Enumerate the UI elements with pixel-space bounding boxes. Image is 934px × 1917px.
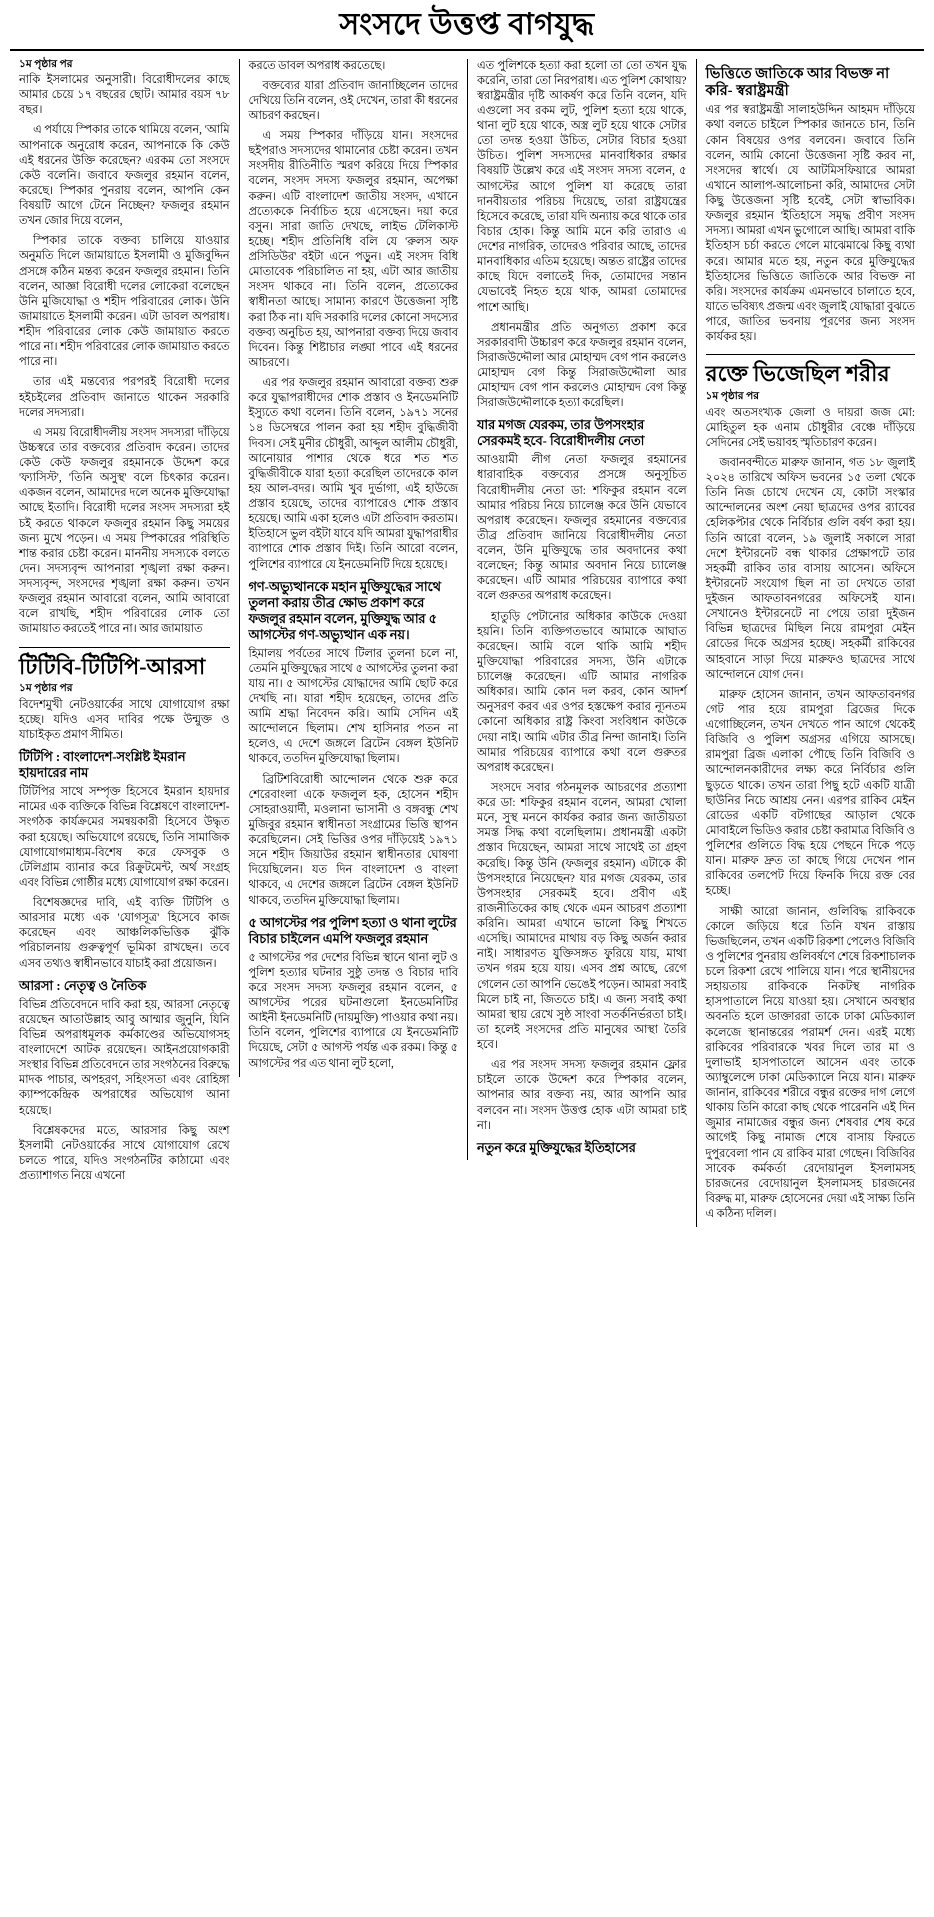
paragraph: বিদেশমুখী নেটওয়ার্কের সাথে যোগাযোগ রক্ষা হচ্ছে। যদিও এসব দাবির পক্ষে উন্মুক্ত ও যাচাইকৃত প্রমাণ সীমিত। <box>19 698 230 742</box>
column-4 <box>696 59 925 1228</box>
paragraph: এ সময় স্পিকার দাঁড়িয়ে যান। সংসদের ছইপরাও সদস্যদের থামানোর চেষ্টা করেন। তখন সংসদীয় রীতিনীতি স্মরণ করিয়ে দিয়ে স্পিকার বলেন, সংসদ সদস্য ফজলুর রহমান, অপেক্ষা করুন। এটি বাংলাদেশ জাতীয় সংসদ, এখানে প্রত্যেককে নির্বাচিত হয়ে এসেছেন। দয়া করে বসুন। সারা জাতি দেখছে, লাইভ টেলিকাস্ট হচ্ছে। শহীদ প্রতিনিধি বলি যে 'রুলস অফ প্রসিডিউর' বইটা এনে পড়ুন। এই সংসদ বিধি মোতাবেক পরিচালিত না হয়, এটা আর জাতীয় সংসদ থাকবে না। তিনি বলেন, প্রত্যেকের স্বাধীনতা আছে। সামান্য কারণে উত্তেজনা সৃষ্টি করা ঠিক না। যদি সরকারি দলের কোনো সদস্যের বক্তব্য অনুচিত হয়, আপনারা বক্তব্য দিয়ে জবাব দিবেন। কিন্তু শিষ্টাচার লঙ্ঘা পাবে এই ধরনের আচরণে। <box>248 130 458 369</box>
continuation-kicker: ১ম পৃষ্ঠার পর <box>19 683 73 695</box>
masthead <box>10 8 924 51</box>
column-2 <box>239 59 468 1077</box>
paragraph: টিটিপির সাথে সম্পৃক্ত হিসেবে ইমরান হায়দার নামের এক ব্যক্তিকে বিভিন্ন বিশ্লেষণে বাংলাদেশ-সংগঠক কার্যক্রমের সমন্বয়কারী হিসেবে উদ্ধৃত করা হয়েছে। অভিযোগে রয়েছে, তিনি সামাজিক যোগাযোগমাধ্যম-বিশেষ করে ফেসবুক ও টেলিগ্রাম ব্যানার করে রিক্রুটমেন্ট, অর্থ সংগ্রহ এবং বিভিন্ন গোষ্ঠীর মধ্যে যোগাযোগ রক্ষা করেন। <box>19 786 230 889</box>
subheading: নতুন করে মুক্তিযুদ্ধের ইতিহাসের <box>477 1140 636 1155</box>
paragraph: বিশেষজ্ঞদের দাবি, এই ব্যক্তি টিটিপি ও আরসার মধ্যে এক 'যোগসূত্র' হিসেবে কাজ করেছেন এবং আঞ্চলিকভিত্তিক ঝুঁকি পরিচালনায় গুরুত্বপূর্ণ ভূমিকা রাখছেন। তবে এসব তথ্যও স্বাধীনভাবে যাচাই করা প্রয়োজন। <box>19 897 230 970</box>
paragraph: এর পর সংসদ সদস্য ফজলুর রহমান ফ্লোর চাইলে তাকে উদ্দেশ করে স্পিকার বলেন, আপনার আর বক্তব্য নয়, আর আপনি আর বলবেন না। সংসদ উত্তপ্ত হোক এটা আমরা চাই না। <box>477 1059 687 1132</box>
subheading: আরসা : নেতৃত্ব ও নৈতিক <box>19 978 147 993</box>
paragraph: স্পিকার তাকে বক্তব্য চালিয়ে যাওয়ার অনুমতি দিলে জামায়াতে ইসলামী ও মুজিবুদ্দিন প্রসঙ্গে কঠিন মন্তব্য করেন ফজলুর রহমান। তিনি বলেন, আজ্ঞা বিরোধী দলের লোকেরা বলেছেন উনি মুজিযোদ্ধা ও শহীদ পরিবারের লোক। উনি জামায়াতে ইসলামী করেন। এটা ডাবল অপরাধ। শহীদ পরিবারের লোক কেউ জামায়াত করতে পারে না। শহীদ পরিবারের লোক জামায়াত করতে পারে না। <box>19 235 230 369</box>
paragraph: বিভিন্ন প্রতিবেদনে দাবি করা হয়, আরসা নেতৃত্বে রয়েছেন আতাউল্লাহ আবু আম্মার জুনুনি, যিনি বিভিন্ন অপরাধমূলক কর্মকাণ্ডের অভিযোগসহ বাংলাদেশে আটক রয়েছেন। আইনপ্রয়োগকারী সংস্থার বিভিন্ন প্রতিবেদনে তার সংগঠনের বিরুদ্ধে মাদক পাচার, অপহরণ, সহিংসতা এবং রোহিঙ্গা ক্যাম্পকেন্দ্রিক অপরাধের অভিযোগ আনা হয়েছে। <box>19 998 230 1117</box>
column-1 <box>10 59 239 1190</box>
paragraph: এত পুলিশকে হত্যা করা হলো তা তো তখন যুদ্ধ করেনি, তারা তো নিরপরাধ। এত পুলিশ কোথায়? স্বরাষ্ট্রমন্ত্রীর দৃষ্টি আকর্ষণ করে তিনি বলেন, যদি এগুলো সব রকম লুট, পুলিশ হত্যা হয়ে থাকে, থানা লুট হয়ে থাকে, অস্ত্র লুট হয়ে থাকে সেটার তো তদন্ত হওয়া উচিত, সেটার বিচার হওয়া উচিত। পুলিশ সদস্যদের মানবাধিকার রক্ষার বিষয়টি উল্লেখ করে এই সংসদ সদস্য বলেন, ৫ আগস্টের আগে পুলিশ যা করেছে তারা দানবীয়তার পরিচয় দিয়েছে, তারা রাষ্ট্রযন্ত্রের হিসেবে করেছে, তারা যদি অন্যায় করে থাকে তার বিচার হোক। কিন্তু আমি মনে করি তারাও এ দেশের নাগরিক, তাদেরও পরিবার আছে, তাদের মানবাধিকার এতিম হয়েছে। অন্তত রাষ্ট্রের তাদের কাছে যিদে বলাতেই দিক, তোমাদের সন্তান যেভাবেই নিহত হয়ে থাক, আমরা তোমাদের পাশে আছি। <box>477 59 687 314</box>
subheading: যার মগজ যেরকম, তার উপসংহার সেরকমই হবে- বিরোধীদলীয় নেতা <box>477 418 645 449</box>
paragraph: আওয়ামী লীগ নেতা ফজলুর রহমানের ধারাবাহিক বক্তব্যের প্রসঙ্গে অনুসূচিত বিরোধীদলীয় নেতা ডা: শফিকুর রহমান বলে আমার পরিচয় নিয়ে চ্যালেঞ্জ করে উনি যেভাবে অপরাধ করেছেন। ফজলুর রহমানের বক্তব্যের তীব্র প্রতিবাদ জানিয়ে বিরোধীদলীয় নেতা বলেন, উনি মুক্তিযুদ্ধে তার অবদানের কথা বলেছেন; কিন্তু আমার অবদান নিয়ে চ্যালেঞ্জ করেছেন। এটি আমার পরিচয়ের ব্যাপারে কথা বলে গুরুতর অপরাধ করেছেন। <box>477 454 687 603</box>
paragraph: এর পর স্বরাষ্ট্রমন্ত্রী সালাহউদ্দিন আহমদ দাঁড়িয়ে কথা বলতে চাইলে স্পিকার জানতে চান, তিনি কোন বিষয়ের ওপর বলবেন। জবাবে তিনি বলেন, আমি কোনো উত্তেজনা সৃষ্টি করব না, সংসদের স্বার্থে। যে আটমিসফিয়ারে আমরা এখানে আলাপ-আলোচনা করি, আমাদের সেটা কিছু উত্তেজনা সৃষ্টি হবেই, সেটা স্বাভাবিক। ফজলুর রহমান 'ইতিহাসে সমৃদ্ধ প্রবীণ সংসদ সদস্য। আমরা এখন ভুগোলে আছি। আমরা বাকি ইতিহাস চর্চা করতে গেলে মাঝেমাঝে কিছু ব্যথা করে। আমার মতে হয়, নতুন করে মুক্তিযুদ্ধের ইতিহাসের ভিত্তিতে জাতিকে আর বিভক্ত না করি। সংসদের কার্যক্রম এমনভাবে চালাতে হবে, যাতে ভবিষ্যৎ প্রজন্ম এবং জুলাই যোদ্ধারা বুঝতে পারে, জাতির ভবনায় পূরণের জন্য সংসদ কার্যকর হয়। <box>705 104 915 344</box>
paragraph: তার এই মন্তব্যের পরপরই বিরোধী দলের হইচইলের প্রতিবাদ জানাতে থাকেন সরকারি দলের সদস্যরা। <box>19 376 230 419</box>
paragraph: বিশ্লেষকদের মতে, আরসার কিছু অংশ ইসলামী নেটওয়ার্কের সাথে যোগাযোগ রেখে চলতে পারে, যদিও সংগঠনটির কাঠামো এবং প্রত্যাশাগত নিয়ে এখনো <box>19 1124 230 1183</box>
paragraph: ব্রিটিশবিরোধী আন্দোলন থেকে শুরু করে শেরেবাংলা একে ফজলুল হক, হোসেন শহীদ সোহরাওয়ার্দী, মওলানা ভাসানী ও বঙ্গবন্ধু শেখ মুজিবুর রহমান স্বাধীনতা সংগ্রামের ভিত্তি স্থাপন করেছিলেন। সেই ভিত্তির ওপর দাঁড়িয়েই ১৯৭১ সনে শহীদ জিয়াউর রহমান স্বাধীনতার ঘোষণা দিয়েছিলেন। যত দিন বাংলাদেশ ও বাংলা থাকবে, এ দেশের জঙ্গলে ব্রিটেন বেঙ্গল ইউনিট থাকবে, ততদিন মুক্তিযোদ্ধা ছিলাম। <box>248 773 458 907</box>
column-3 <box>467 59 696 1160</box>
paragraph: মারুফ হোসেন জানান, তখন আফতাবনগর গেট পার হয়ে রামপুরা ব্রিজের দিকে এগোচ্ছিলেন, তখন দেখতে পান আগে থেকেই বিজিবি ও পুলিশ অগ্রসর এগিয়ে আসছে। রামপুরা ব্রিজ এলাকা পৌছে তিনি বিজিবি ও আন্দোলনকারীদের লক্ষ্য করে নির্বিচার গুলি ছুড়তে থাকে। তখন তারা পিছু হটে একটি যাত্রী ছাউনির নিচে আশ্রয় নেন। এরপর রাকিব মেইন রোডের একটি বটগাছের আড়াল থেকে মোবাইলে ভিডিও করার চেষ্টা করামাত্র বিজিবি ও পুলিশের গুলিতে বিদ্ধ হয়ে পেছনে দিকে পড়ে যান। মারুফ দ্রুত তা কাছে গিয়ে দেখেন পান রাকিবের তলপেট দিয়ে ফিনকি দিয়ে রক্ত বের হচ্ছে। <box>705 688 915 898</box>
subheading: ৫ আগস্টের পর পুলিশ হত্যা ও থানা লুটের বিচার চাইলেন এমপি ফজলুর রহমান <box>248 915 457 946</box>
paragraph: হিমালয় পর্বতের সাথে টিলার তুলনা চলে না, তেমনি মুক্তিযুদ্ধের সাথে ৫ আগস্টের তুলনা করা যায় না। ৫ আগস্টের যোদ্ধাদের আমি ছোট করে দেখছি না। যারা শহীদ হয়েছেন, তাদের প্রতি আমি শ্রদ্ধা নিবেদন করি। আমি সেদিন এই আন্দোলনে ছিলাম। শেখ হাসিনার পতন না হলেও, এ দেশে জঙ্গলে ব্রিটেন বেঙ্গল ইউনিট থাকবে, ততদিন মুক্তিযোদ্ধা ছিলাম। <box>248 647 458 766</box>
continuation-kicker: ১ম পৃষ্ঠার পর <box>19 58 73 70</box>
paragraph: এর পর ফজলুর রহমান আবারো বক্তব্য শুরু করে যুদ্ধাপরাধীদের শোক প্রস্তাব ও ইনডেমনিটি ইস্যুতে কথা বলেন। তিনি বলেন, ১৯৭১ সনের ১৪ ডিসেম্বরে পালন করা হয় শহীদ বুদ্ধিজীবী দিবস। সেই মুনীর চৌধুরী, আব্দুল আলীম চৌধুরী, আনোয়ার পাশার থেকে ধরে শত শত বুদ্ধিজীবীকে যারা হত্যা করেছিল তাদেরকে কাল হয় আল-বদর। আমি খুব দুর্ভাগা, এই হাউজে প্রস্তাব হয়েছে, তাদের ব্যাপারেও শোক প্রস্তাব হয়েছে। আমি একা হলেও এটা প্রতিবাদ করতাম। ইতিহাসে ভুল বইটা যাবে যদি আমরা যুদ্ধাপরাধীর ব্যাপারে শোক প্রস্তাব দিই। তিনি আরো বলেন, পুলিশের ব্যাপারে যে ইনডেমনিটি দিয়ে হয়েছে। <box>248 377 458 571</box>
paragraph: প্রধানমন্ত্রীর প্রতি অনুগত্য প্রকাশ করে সরকারবাদী উচ্চারণ করে ফজলুর রহমান বলেন, সিরাজউদ্দৌলা আর মোহাম্মদ বেগ পান করলেও মোহাম্মদ বেগ কিন্তু সিরাজউদ্দৌলা আর মোহাম্মদ বেগ পান করলেও মোহাম্মদ বেগ কিন্তু সিরাজউদ্দৌলাকে হত্যা করেছিল। <box>477 321 687 410</box>
sub-article-headline: টিটিবি-টিটিপি-আরসা <box>19 647 230 680</box>
page-title: সংসদে উত্তপ্ত বাগযুদ্ধ <box>339 8 595 41</box>
paragraph: বক্তব্যের যারা প্রতিবাদ জানাচ্ছিলেন তাদের দেখিয়ে তিনি বলেন, ওই দেখেন, তারা কী ধরনের আচরণ করছেন। <box>248 79 458 122</box>
paragraph: সাক্ষী আরো জানান, গুলিবিদ্ধ রাকিবকে কোলে জড়িয়ে ধরে তিনি যখন রাস্তায় ভিজছিলেন, তখন একটি রিকশা পেলেও বিজিবি ও পুলিশের পুনরায় গুলিবর্ষণে শেষে রিকশাচালক চলে রিকশা রেখে পালিয়ে যান। পরে স্থানীয়দের সহায়তায় রাকিবকে নিকটস্থ নাগরিক হাসপাতালে নিয়ে যাওয়া হয়। সেখানে অবস্থার অবনতি হলে ডাক্তাররা তাকে ঢাকা মেডিক্যাল কলেজে স্থানান্তরের পরামর্শ দেন। এরই মধ্যে রাকিবের পরিবারকে খবর দিলে তার মা ও দুলাভাই হাসপাতালে আসেন এবং তাকে অ্যাম্বুলেন্সে ঢাকা মেডিক্যালে নিয়ে যান। মারুফ জানান, রাকিবের শরীরে বন্ধুর রক্তের দাগ লেগে থাকায় তিনি কারো কাছ থেকে পারেননি এই দিন জুমার নামাজের বন্ধুর জন্য শেষবার শেষ করে আগেই কিছু নামাজ শেষে বাসায় ফিরতে দুপুরবেলা পান যে রাকিব মারা গেছেন। বিজিবির সাবেক কর্মকর্তা রেদোয়ানুল ইসলামসহ চারজনের বেদোয়ানুল ইসলামসহ চারজনের বিরুদ্ধ মা, মারুফ হোসেনের দেয়া এই সাক্ষ্য তিনি এ কঠিন্য দলিল। <box>705 905 915 1220</box>
paragraph: এ সময় বিরোধীদলীয় সংসদ সদস্যরা দাঁড়িয়ে উচ্চস্বরে তার বক্তব্যের প্রতিবাদ করেন। তাদের কেউ কেউ ফজলুর রহমানকে উদ্দেশ করে 'ফ্যাসিস্ট', 'তিনি অসুস্থ' বলে চিৎকার করেন। একজন বলেন, আমাদের দলে অনেক মুক্তিযোদ্ধা আছে ইতাদি। বিরোধী দলের সংসদ সদস্যরা হই চই করতে থাকলে ফজলুর রহমান কিছু সময়ের জন্য মুখে পড়েন। এ সময় স্পিকারের পরিস্থিতি শান্ত করার চেষ্টা করেন। মাননীয় সদস্যকে বলতে দেন। সদস্যবৃন্দ আপনারা শৃঙ্খলা রক্ষা করুন। সদস্যবৃন্দ, সংসদের শৃঙ্খলা রক্ষা করুন। তখন ফজলুর রহমান আবারো বলেন, আমি আবারো বলে রাখছি, শহীদ পরিবারের লোক তো জামায়াত করতেই পারে না। আর জামায়াত <box>19 426 230 636</box>
paragraph: এ পর্যায়ে স্পিকার তাকে থামিয়ে বলেন, 'আমি আপনাকে অনুরোধ করেন, আপনাকে কি কেউ এই ধরনের উক্তি করেছেন? এরকম তো সংসদে কেউ বলেনি। জবাবে ফজলুর রহমান বলেন, করেছে। স্পিকার পুনরায় বলেন, আপনি কেন বিষয়টি আগে টেনে নিচ্ছেন? ফজলুর রহমান তখন জোর দিয়ে বলেন, <box>19 124 230 228</box>
sub-article-headline: রক্তে ভিজেছিল শরীর <box>706 354 916 387</box>
paragraph: এবং অতসংখ্যক জেলা ও দায়রা জজ মো: মোহিতুল হক এনাম চৌধুরীর বেঞ্চে দাঁড়িয়ে সেদিনের সেই ভয়াবহ স্মৃতিচারণ করেন। <box>705 406 915 449</box>
continuation-kicker: ১ম পৃষ্ঠার পর <box>705 390 760 402</box>
subheading: টিটিপি : বাংলাদেশ-সংশ্লিষ্ট ইমরান হায়দারের নাম <box>19 750 186 781</box>
subheading: ভিত্তিতে জাতিকে আর বিভক্ত না করি- স্বরাষ্ট্রমন্ত্রী <box>705 65 890 99</box>
paragraph: সংসদে সবার গঠনমূলক আচরণের প্রত্যাশা করে ডা: শফিকুর রহমান বলেন, আমরা খোলা মনে, সুস্থ মননে কার্যকর করার জন্য জাতীয়তা সমস্ত সিদ্ধ কথা বলেছিলাম। প্রধানমন্ত্রী একটা প্রস্তাব দিয়েছেন, আমরা সাথে সাথেই তা গ্রহণ করেছি। কিন্তু উনি (ফজলুর রহমান) এটাকে কী উপসংহারে নিয়েছেন? যার মগজ যেরকম, তার উপসংহার সেরকমই হবে। প্রবীণ এই রাজনীতিকের কাছ থেকে এমন আচরণ প্রত্যাশা করিনি। আমরা এখানে ভালো কিছু শিখতে এসেছি। আমাদের মাথায় বড় কিছু অর্জন করার নাই। সাধারণত যুক্তিসঙ্গত ফুরিয়ে যায়, মাথা তখন গরম হয়ে যায়। এসব প্রশ্ন আছে, রেগে গেলেন তো আপনি ভেঙেই পড়েন। আমরা সবাই মিলে চাই না, জিততে চাই। এ জন্য সবাই কথা আমরা স্থায় রেখে সুষ্ঠ সাংবা সতর্কনির্ভরতা চাই। তা হলেই সংসদের প্রতি মানুষের আস্থা তৈরি হবে। <box>477 781 687 1052</box>
paragraph: করতে ডাবল অপরাধ করতেছে। <box>248 59 386 72</box>
paragraph: হাতুড়ি পেটানোর অধিকার কাউকে দেওয়া হয়নি। তিনি ব্যক্তিগতভাবে আমাকে আঘাত করেছেন। আমি বলে থাকি আমি শহীদ মুক্তিযোদ্ধা পরিবারের সদস্য, উনি এটাকে চ্যালেঞ্জ করেছেন। এটি আমার নাগরিক অধিকার। আমি কোন দল করব, কোন আদর্শ অনুসরণ করব এর ওপর হস্তক্ষেপ করার ন্যূনতম কোনো অধিকার রাষ্ট্র কিংবা সংবিধান কাউকে দেয়া নাই। আমি এটার তীব্র নিন্দা জানাই। তিনি আমার পরিচয়ের ব্যাপারে কথা বলে গুরুতর অপরাধ করেছেন। <box>477 610 687 774</box>
article-columns <box>10 59 924 1228</box>
paragraph: জবানবন্দীতে মারুফ জানান, গত ১৮ জুলাই ২০২৪ তারিখে অফিস ভবনের ১৫ তলা থেকে তিনি নিজ চোখে দেখেন যে, কোটা সংস্কার আন্দোলনের অংশ নেয়া ছাত্রদের ওপর র‌্যাবের হেলিকপ্টার থেকে নির্বিচার গুলি বর্ষণ করা হয়। তিনি আরো বলেন, ১৯ জুলাই সকালে সারা দেশে ইন্টারনেট বন্ধ থাকার প্রেক্ষাপটে তার সহকর্মী রাকিব তার বাসায় আসেন। অফিসে ইন্টারনেট সংযোগ ছিল না তা দেখতে তারা দুইজন আফতাবনগরের অফিসেই যান। সেখানেও ইন্টারনেটে না পেয়ে তারা দুইজন বিভিন্ন ছাত্রদের মিছিল নিয়ে রামপুরা মেইন রোডের দিকে অগ্রসর হচ্ছে। সহকর্মী রাকিবের আহবানে সাড়া দিয়ে মারুফও ছাত্রদের সাথে আন্দোলনে যোগ দেন। <box>705 456 915 681</box>
paragraph: নাকি ইসলামের অনুসারী। বিরোধীদলের কাছে আমার চেয়ে ১৭ বছরের ছোট। আমার বয়স ৭৮ বছর। <box>19 74 230 117</box>
subheading: গণ-অভ্যুত্থানকে মহান মুক্তিযুদ্ধের সাথে তুলনা করায় তীব্র ক্ষোভ প্রকাশ করে ফজলুর রহমান বলেন, মুক্তিযুদ্ধ আর ৫ আগস্টের গণ-অভ্যুত্থান এক নয়। <box>248 579 441 642</box>
paragraph: ৫ আগস্টের পর দেশের বিভিন্ন স্থানে থানা লুট ও পুলিশ হত্যার ঘটনার সুষ্ঠু তদন্ত ও বিচার দাবি করে সংসদ সদস্য ফজলুর রহমান বলেন, ৫ আগস্টের পরের ঘটনাগুলো ইনডেমনিটির আইনী ইনডেমনিটি (দায়মুক্তি) পাওয়ার কথা নয়। তিনি বলেন, পুলিশের ব্যাপারে যে ইনডেমনিটি দিয়েছে, সেটা ৫ আগস্ট পর্যন্ত এক রকম। কিন্তু ৫ আগস্টের পর এত থানা লুট হলো, <box>248 951 458 1070</box>
